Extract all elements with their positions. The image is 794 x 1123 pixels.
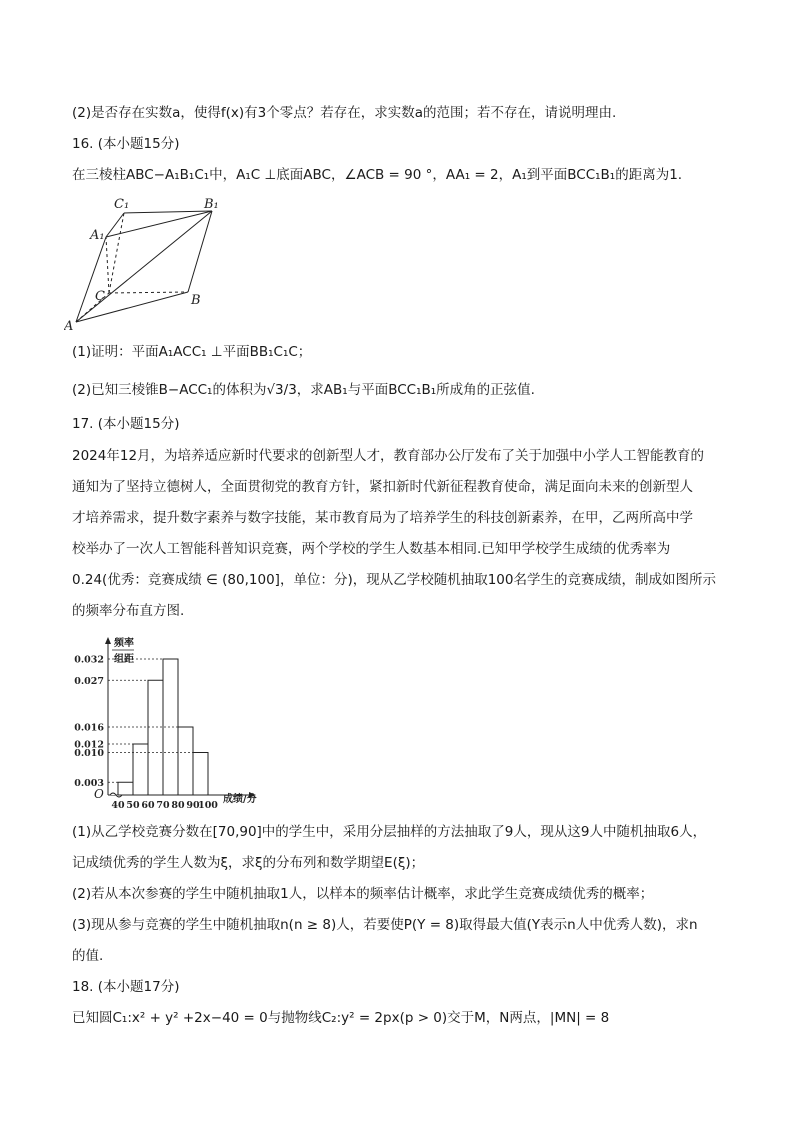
prism-figure [64,192,224,332]
ylabel-bottom: 组距 [114,654,134,665]
label-a1: A₁ [90,228,105,243]
origin-label: O [94,787,104,801]
y-tick-label: 0.010 [74,748,104,759]
x-tick-label: 70 [156,800,170,810]
ylabel-top: 频率 [114,638,134,649]
frequency-histogram [70,632,300,810]
histogram-bar [118,782,133,795]
q17-stem-1: 2024年12月，为培养适应新时代要求的创新型人才，教育部办公厅发布了关于加强中小学人工智能教育的 [72,448,705,464]
x-tick-label: 90 [186,800,200,810]
label-b1: B₁ [204,197,219,212]
edge-ca1 [106,237,109,293]
q17-part3-a: (3)现从参与竞赛的学生中随机抽取n(n ≥ 8)人，若要使P(Y = 8)取得最大值(Y表示n人中优秀人数)，求n [72,917,698,933]
q17-stem-2: 通知为了坚持立德树人，全面贯彻党的教育方针，紧扣新时代新征程教育使命，满足面向未来的创新型人 [72,479,693,495]
label-c1: C₁ [114,197,130,212]
y-axis-arrow [105,637,111,644]
label-c: C [95,289,105,304]
x-tick-label: 80 [171,800,185,810]
q16-header: 16. (本小题15分) [72,136,180,152]
y-tick-label: 0.027 [74,675,104,687]
x-tick-label: 100 [198,800,218,810]
q16-part1: (1)证明：平面A₁ACC₁ ⊥平面BB₁C₁C； [72,344,312,360]
histogram-bar [133,744,148,795]
q17-stem-4: 校举办了一次人工智能科普知识竞赛，两个学校的学生人数基本相同.已知甲学校学生成绩的优秀率为 [72,541,671,557]
x-tick-label: 50 [126,800,140,810]
edge-ab [76,292,188,322]
histogram-bar [148,680,163,795]
edge-cb [109,292,188,293]
edge-cc1 [109,213,124,293]
q16-part2: (2)已知三棱锥B−ACC₁的体积为√3/3，求AB₁与平面BCC₁B₁所成角的正弦值. [72,382,535,398]
edge-bb1 [188,211,212,292]
q16-stem: 在三棱柱ABC−A₁B₁C₁中，A₁C ⊥底面ABC，∠ACB = 90 °，AA₁ = 2，A₁到平面BCC₁B₁的距离为1. [72,167,683,183]
histogram-bar [178,727,193,795]
y-tick-label: 0.016 [74,722,104,734]
edge-c1b1 [124,211,212,213]
x-tick-label: 60 [141,800,155,810]
q17-stem-3: 才培养需求，提升数字素养与数字技能，某市教育局为了培养学生的科技创新素养，在甲，乙两所高中学 [72,510,693,526]
xlabel: 成绩/分 [223,794,257,805]
q15-part2: (2)是否存在实数a，使得f(x)有3个零点？若存在，求实数a的范围；若不存在，请说明理由. [72,105,617,121]
q17-header: 17. (本小题15分) [72,416,180,432]
q17-stem-6: 的频率分布直方图. [72,603,185,619]
x-tick-label: 40 [111,800,125,810]
histogram-bar [193,753,208,796]
q17-part1-b: 记成绩优秀的学生人数为ξ，求ξ的分布列和数学期望E(ξ)； [72,855,425,871]
q17-part1-a: (1)从乙学校竞赛分数在[70,90]中的学生中，采用分层抽样的方法抽取了9人，现从这9人中随机抽取6人， [72,824,707,840]
label-a: A [64,319,74,332]
label-b: B [191,293,201,308]
q18-stem: 已知圆C₁:x² + y² +2x−40 = 0与抛物线C₂:y² = 2px(p > 0)交于M，N两点，|MN| = 8 [72,1010,610,1026]
y-tick-label: 0.003 [74,777,104,789]
q17-part3-b: 的值. [72,948,104,964]
y-tick-label: 0.012 [74,739,104,751]
q18-header: 18. (本小题17分) [72,979,180,995]
q17-part2: (2)若从本次参赛的学生中随机抽取1人，以样本的频率估计概率，求此学生竞赛成绩优秀的概率； [72,886,654,902]
q17-stem-5: 0.24(优秀：竞赛成绩 ∈ (80,100]，单位：分)，现从乙学校随机抽取100名学生的竞赛成绩，制成如图所示 [72,572,716,588]
y-tick-label: 0.032 [74,654,104,666]
